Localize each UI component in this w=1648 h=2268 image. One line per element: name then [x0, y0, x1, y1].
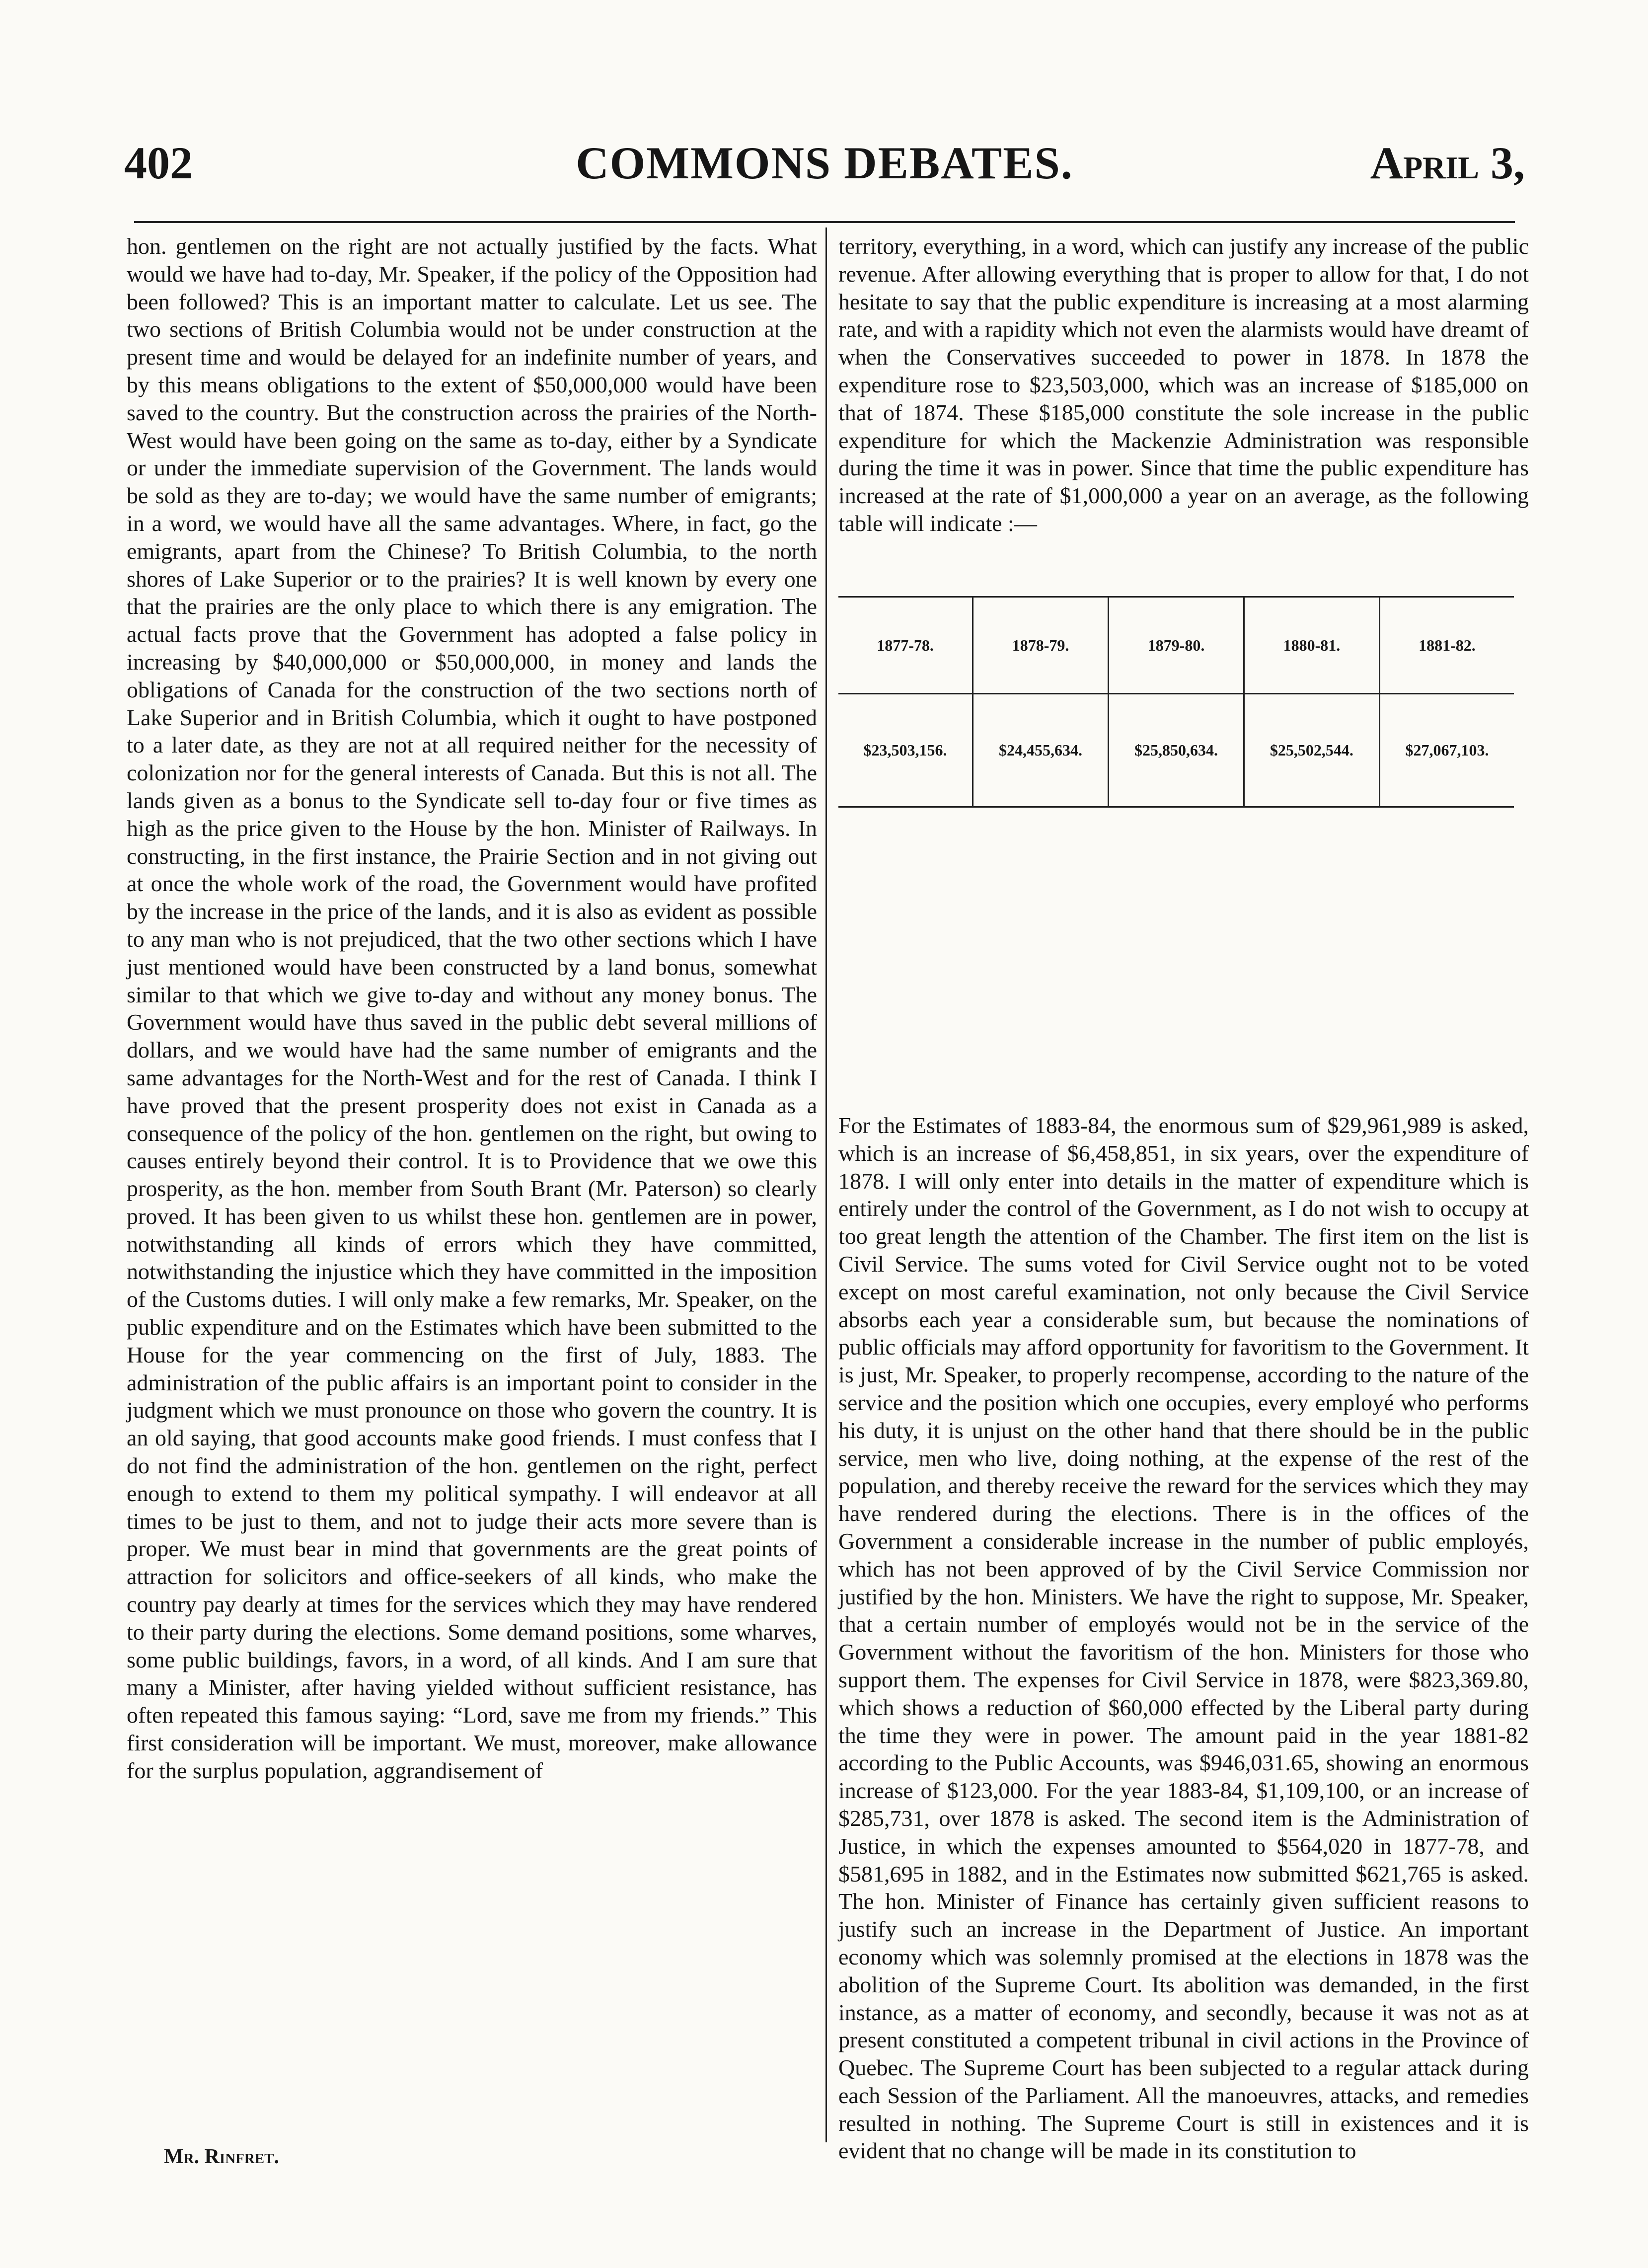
page-date: April 3, [1370, 138, 1525, 188]
table-cell: $25,850,634. [1109, 694, 1244, 807]
table-row [838, 694, 1514, 807]
table-header-cell: 1880-81. [1244, 598, 1379, 694]
expenditure-table [838, 596, 1514, 808]
table-header-row [838, 598, 1514, 694]
table-cell: $27,067,103. [1379, 694, 1514, 807]
column-divider [825, 227, 827, 2142]
right-column-text-bottom [838, 1112, 1529, 2164]
table-header-cell: 1879-80. [1109, 598, 1244, 694]
table-cell: $25,502,544. [1244, 694, 1379, 807]
table-cell: $23,503,156. [863, 741, 947, 759]
page-number: 402 [124, 138, 193, 188]
header-rule [134, 221, 1515, 223]
page-header [124, 107, 1525, 206]
right-column [838, 232, 1529, 2164]
right-column-paragraph-top: territory, everything, in a word, which can justify any increase of the public revenue. After allowing everything that is proper to allow for that, I do not hesitate to say that the public expenditure is increasing at a most alarming rate, and with a rapidity which not even the alarmists would have dreamt of when the Conservatives succeeded to power in 1878. In 1878 the expenditure rose to $23,503,000, which was an increase of $185,000 on that of 1874. These $185,000 constitute the sole increase in the public expenditure for which the Mackenzie Administration was responsible during the time it was in power. Since that time the public expenditure has increased at the rate of $1,000,000 a year on an average, as the following table will indicate :— [838, 233, 1529, 536]
speaker-name: Mr. Rinfret. [164, 2145, 279, 2168]
table-cell: $24,455,634. [973, 694, 1109, 807]
table-header-cell: 1881-82. [1379, 598, 1514, 694]
left-column [127, 232, 817, 2145]
right-column-paragraph-bottom: For the Estimates of 1883-84, the enormous sum of $29,961,989 is asked, which is an increase of $6,458,851, in six years, over the expenditure of 1878. I will only enter into details in the matter of expenditure which is entirely under the control of the Government, as I do not wish to occupy at too great length the attention of the Chamber. The first item on the list is Civil Service. The sums voted for Civil Service ought not to be voted except on most careful examination, not only because the Civil Service absorbs each year a considerable sum, but because the nominations of public officials may afford opportunity for favoritism to the Government. It is just, Mr. Speaker, to properly recompense, according to the nature of the service and the position which one occupies, every employé who performs his duty, it is unjust on the other hand that there should be in the public service, men who live, doing nothing, at the expense of the rest of the population, and thereby receive the reward for the services which they may have rendered during the elections. There is in the offices of the Government a considerable increase in the number of public employés, which has not been approved of by the Civil Service Commission nor justified by the hon. Ministers. We have the right to suppose, Mr. Speaker, that a certain number of employés would not be in the service of the Government without the favoritism of the hon. Ministers for those who support them. The expenses for Civil Service in 1878, were $823,369.80, which shows a reduction of $60,000 effected by the Liberal party during the time they were in power. The amount paid in the year 1881-82 according to the Public Accounts, was $946,031.65, showing an enormous increase of $123,000. For the year 1883-84, $1,109,100, or an increase of $285,731, over 1878 is asked. The second item is the Administration of Justice, in which the expenses amounted to $564,020 in 1877-78, and $581,695 in 1882, and in the Estimates now submitted $621,765 is asked. The hon. Minister of Finance has certainly given sufficient reasons to justify such an increase in the Department of Justice. An important economy which was solemnly promised at the elections in 1878 was the abolition of the Supreme Court. Its abolition was demanded, in the first instance, as a matter of economy, and secondly, because it was not as at present constituted a competent tribunal in civil actions in the Province of Quebec. The Supreme Court has been subjected to a regular attack during each Session of the Parliament. All the manoeuvres, attacks, and remedies resulted in nothing. The Supreme Court is still in existences and it is evident that no change will be made in its constitution to [838, 1113, 1529, 2164]
table-header-cell: 1877-78. [838, 598, 973, 694]
left-column-text: hon. gentlemen on the right are not actually justified by the facts. What would we have had to-day, Mr. Speaker, if the policy of the Opposition had been followed? This is an important matter to calculate. Let us see. The two sections of British Columbia would not be under construction at the present time and would be delayed for an indefinite number of years, and by this means obligations to the extent of $50,000,000 would have been saved to the country. But the construction across the prairies of the North-West would have been going on the same as to-day, either by a Syndicate or under the immediate supervision of the Government. The lands would be sold as they are to-day; we would have the same number of emigrants; in a word, we would have all the same advantages. Where, in fact, go the emigrants, apart from the Chinese? To British Columbia, to the north shores of Lake Superior or to the prairies? It is well known by every one that the prairies are the only place to which there is any emigration. The actual facts prove that the Government has adopted a false policy in increasing by $40,000,000 or $50,000,000, in money and lands the obligations of Canada for the construction of the two sections north of Lake Superior and in British Columbia, which it ought to have postponed to a later date, as they are not at all required neither for the necessity of colonization nor for the general interests of Canada. But this is not all. The lands given as a bonus to the Syndicate sell to-day four or five times as high as the price given to the House by the hon. Minister of Railways. In constructing, in the first instance, the Prairie Section and in not giving out at once the whole work of the road, the Government would have profited by the increase in the price of the lands, and it is also as evident as possible to any man who is not prejudiced, that the two other sections which I have just mentioned would have been constructed by a land bonus, somewhat similar to that which we give to-day and without any money bonus. The Government would have thus saved in the public debt several millions of dollars, and we would have had the same number of emigrants and the same advantages for the North-West and for the rest of Canada. I think I have proved that the present prosperity does not exist in Canada as a consequence of the policy of the hon. gentlemen on the right, but owing to causes entirely beyond their control. It is to Providence that we owe this prosperity, as the hon. member from South Brant (Mr. Paterson) so clearly proved. It has been given to us whilst these hon. gentlemen are in power, notwithstanding all kinds of errors which they have committed, notwithstanding the injustice which they have committed in the imposition of the Customs duties. I will only make a few remarks, Mr. Speaker, on the public expenditure and on the Estimates which have been submitted to the House for the year commencing on the first of July, 1883. The administration of the public affairs is an important point to consider in the judgment which we must pronounce on those who govern the country. It is an old saying, that good accounts make good friends. I must confess that I do not find the administration of the hon. gentlemen on the right, perfect enough to extend to them my political sympathy. I will endeavor at all times to be just to them, and not to judge their acts more severe than is proper. We must bear in mind that governments are the great points of attraction for solicitors and office-seekers of all kinds, who make the country pay dearly at times for the services which they may have rendered to their party during the elections. Some demand positions, some wharves, some public buildings, favors, in a word, of all kinds. And I am sure that many a Minister, after having yielded without sufficient resistance, has often repeated this famous saying: “Lord, save me from my friends.” This first consideration will be important. We must, moreover, make allowance for the surplus population, aggrandisement of [127, 233, 817, 1783]
publication-title: COMMONS DEBATES. [576, 138, 1073, 188]
table-header-cell: 1878-79. [973, 598, 1109, 694]
